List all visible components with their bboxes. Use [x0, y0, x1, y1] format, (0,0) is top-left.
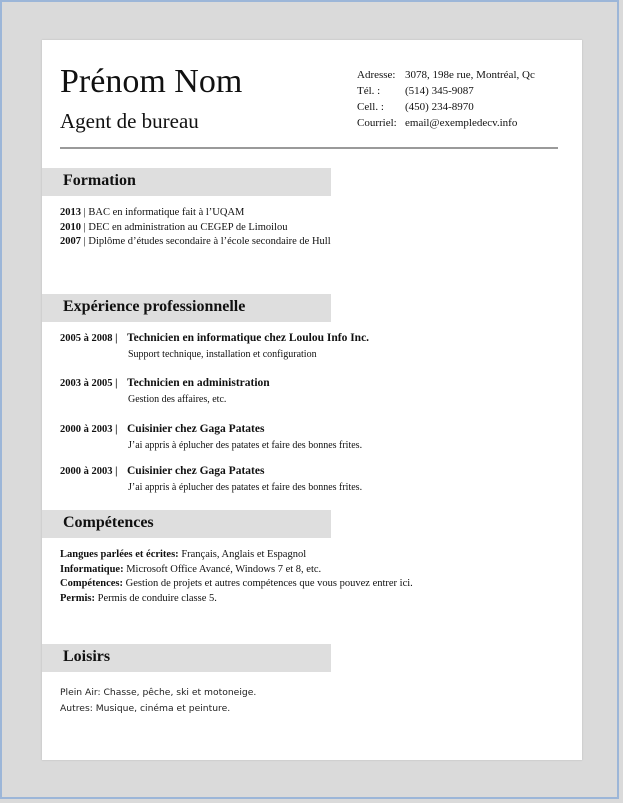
cv-page	[42, 40, 582, 760]
experience-description: Gestion des affaires, etc.	[128, 393, 227, 405]
separator: |	[81, 221, 89, 233]
formation-list	[60, 206, 331, 250]
header-divider	[60, 147, 558, 149]
skill-value: Permis de conduire classe 5.	[94, 592, 217, 604]
experience-description: Support technique, installation et configuration	[128, 348, 317, 360]
hobby-item: Autres: Musique, cinéma et peinture.	[60, 702, 231, 714]
experience-item	[60, 331, 369, 362]
contact-value: (450) 234-8970	[405, 101, 474, 113]
experience-dates: 2003 à 2005 |	[60, 378, 121, 389]
contact-phone	[357, 83, 535, 99]
skill-label: Compétences:	[60, 578, 123, 589]
contact-label: Adresse:	[357, 69, 396, 81]
experience-title: Technicien en administration	[127, 377, 270, 389]
section-header-competences	[42, 510, 331, 538]
contact-label: Tél. :	[357, 85, 381, 97]
section-header-formation	[42, 168, 331, 196]
skill-item	[60, 548, 413, 563]
skill-item	[60, 563, 413, 578]
experience-item	[60, 376, 270, 407]
formation-item	[60, 221, 331, 236]
contact-value: email@exempledecv.info	[405, 117, 518, 129]
experience-description: J’ai appris à éplucher des patates et faire des bonnes frites.	[128, 481, 363, 493]
skill-item	[60, 577, 413, 592]
section-title: Loisirs	[63, 648, 111, 665]
experience-dates: 2000 à 2003 |	[60, 466, 121, 477]
hobby-item: Plein Air: Chasse, pêche, ski et motoneige.	[60, 687, 257, 698]
formation-text: DEC en administration au CEGEP de Limoilou	[88, 221, 288, 233]
experience-dates: 2000 à 2003 |	[60, 424, 121, 435]
experience-title: Cuisinier chez Gaga Patates	[127, 465, 265, 477]
candidate-name: Prénom Nom	[60, 63, 243, 100]
experience-title: Cuisinier chez Gaga Patates	[127, 423, 265, 435]
contact-cell	[357, 99, 535, 115]
contact-value: 3078, 198e rue, Montréal, Qc	[405, 69, 535, 81]
skill-label: Permis:	[60, 592, 95, 604]
formation-text: Diplôme d’études secondaire à l’école secondaire de Hull	[88, 236, 331, 247]
skill-value: Gestion de projets et autres compétences que vous pouvez entrer ici.	[122, 578, 413, 589]
separator: |	[81, 207, 89, 218]
contact-value: (514) 345-9087	[405, 85, 474, 97]
formation-year: 2010	[60, 221, 81, 233]
skills-list	[60, 548, 413, 606]
contact-email	[357, 115, 535, 131]
formation-item	[60, 235, 331, 250]
section-title: Expérience professionnelle	[63, 298, 246, 315]
formation-text: BAC en informatique fait à l’UQAM	[88, 207, 245, 218]
experience-item	[60, 422, 362, 453]
skill-value: Microsoft Office Avancé, Windows 7 et 8, etc.	[123, 563, 322, 575]
skill-value: Français, Anglais et Espagnol	[178, 549, 307, 560]
section-title: Compétences	[63, 514, 154, 531]
section-title: Formation	[63, 172, 136, 189]
section-header-loisirs	[42, 644, 331, 672]
experience-description: J’ai appris à éplucher des patates et faire des bonnes frites.	[128, 439, 363, 451]
formation-item	[60, 206, 331, 221]
section-header-experience	[42, 294, 331, 322]
separator: |	[81, 236, 89, 247]
formation-year: 2007	[60, 236, 81, 247]
contact-label: Cell. :	[357, 101, 384, 113]
skill-label: Informatique:	[60, 563, 124, 575]
contact-block	[357, 67, 535, 131]
contact-label: Courriel:	[357, 117, 397, 129]
job-title: Agent de bureau	[60, 109, 199, 133]
experience-title: Technicien en informatique chez Loulou Info Inc.	[127, 332, 370, 344]
contact-address	[357, 67, 535, 83]
skill-label: Langues parlées et écrites:	[60, 549, 179, 560]
skill-item	[60, 592, 413, 607]
experience-dates: 2005 à 2008 |	[60, 333, 121, 344]
hobbies-list	[60, 685, 256, 716]
formation-year: 2013	[60, 207, 81, 218]
experience-item	[60, 464, 362, 495]
